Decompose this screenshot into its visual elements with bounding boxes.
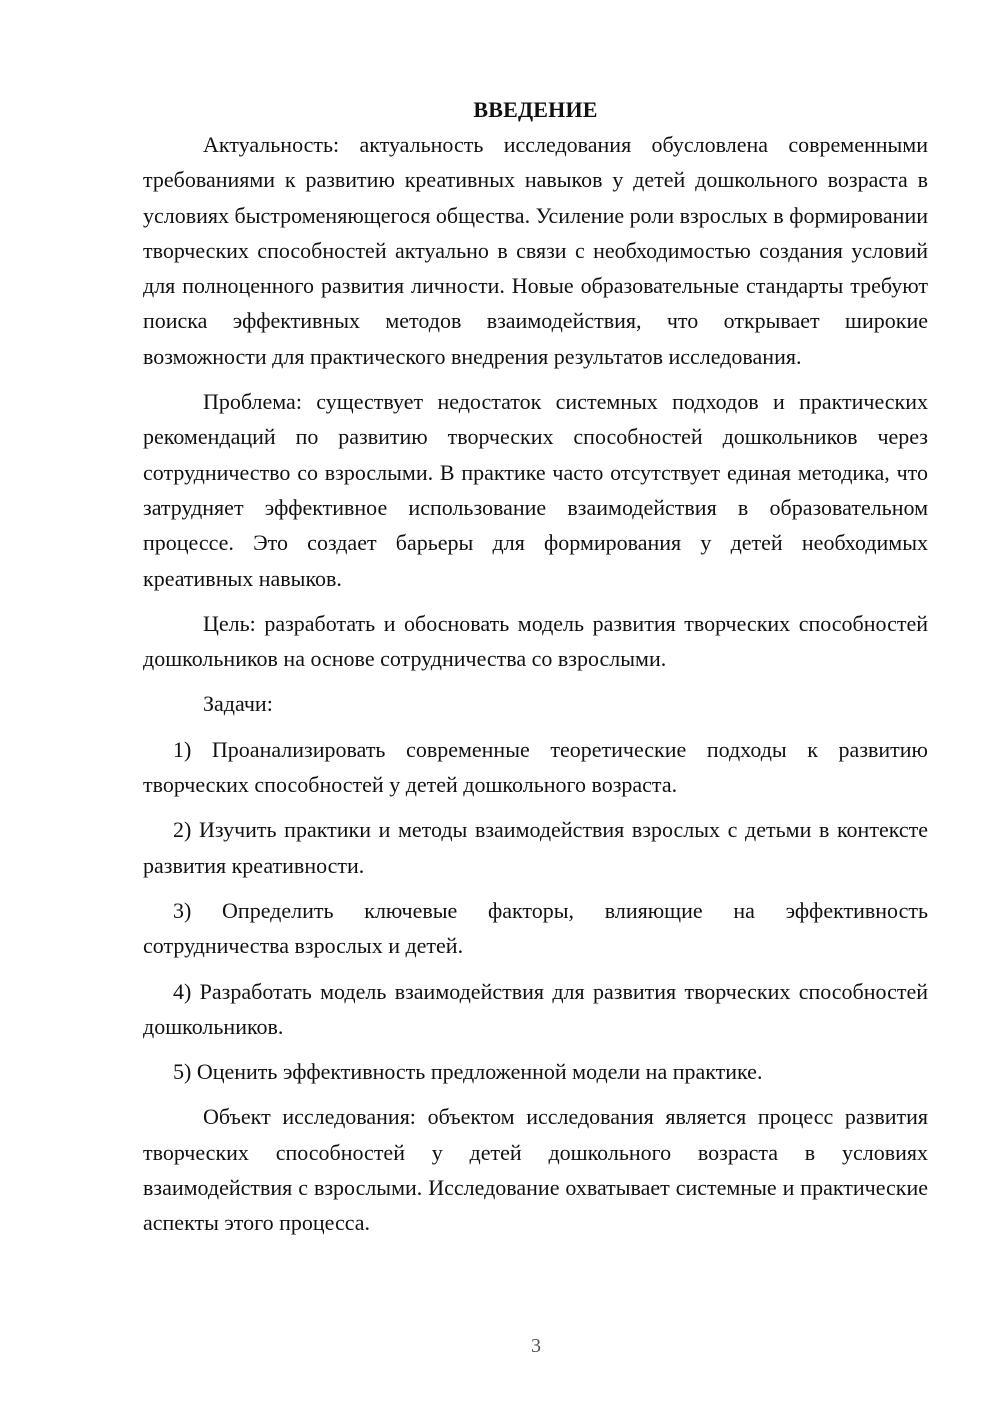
paragraph-problem: Проблема: существует недостаток системных подходов и практических рекомендаций по развитию творческих способностей дошкольников через сотрудничество со взрослыми. В практике часто отсутствует единая методика, что затрудняет эффективное использование взаимодействия в образовательном процессе. Это создает барьеры для формирования у детей необходимых креативных навыков. [143,389,928,591]
paragraph-goal: Цель: разработать и обосновать модель развития творческих способностей дошкольников на основе сотрудничества со взрослыми. [143,610,928,672]
section-heading: ВВЕДЕНИЕ [473,97,598,122]
task-item-2: 2) Изучить практики и методы взаимодействия взрослых с детьми в контексте развития креативности. [143,817,928,878]
task-item-4: 4) Разработать модель взаимодействия для развития творческих способностей дошкольников. [143,978,928,1039]
task-item-3: 3) Определить ключевые факторы, влияющие на эффективность сотрудничества взрослых и детей. [143,897,928,959]
page-number: 3 [531,1335,541,1357]
task-item-5: 5) Оценить эффективность предложенной модели на практике. [173,1059,763,1085]
page-content [143,92,928,1241]
paragraph-tasks-label: Задачи: [203,691,273,717]
paragraph-object: Объект исследования: объектом исследования является процесс развития творческих способностей у детей дошкольного возраста в условиях взаимодействия с взрослыми. Исследование охватывает системные и практические аспекты этого процесса. [143,1104,928,1236]
paragraph-relevance: Актуальность: актуальность исследования обусловлена современными требованиями к развитию креативных навыков у детей дошкольного возраста в условиях быстроменяющегося общества. Усиление роли взрослых в формировании творческих способностей актуально в связи с необходимостью создания условий для полноценного развития личности. Новые образовательные стандарты требуют поиска эффективных методов взаимодействия, что открывает широкие возможности для практического внедрения результатов исследования. [143,132,928,369]
task-item-1: 1) Проанализировать современные теоретические подходы к развитию творческих способностей у детей дошкольного возраста. [143,736,928,798]
